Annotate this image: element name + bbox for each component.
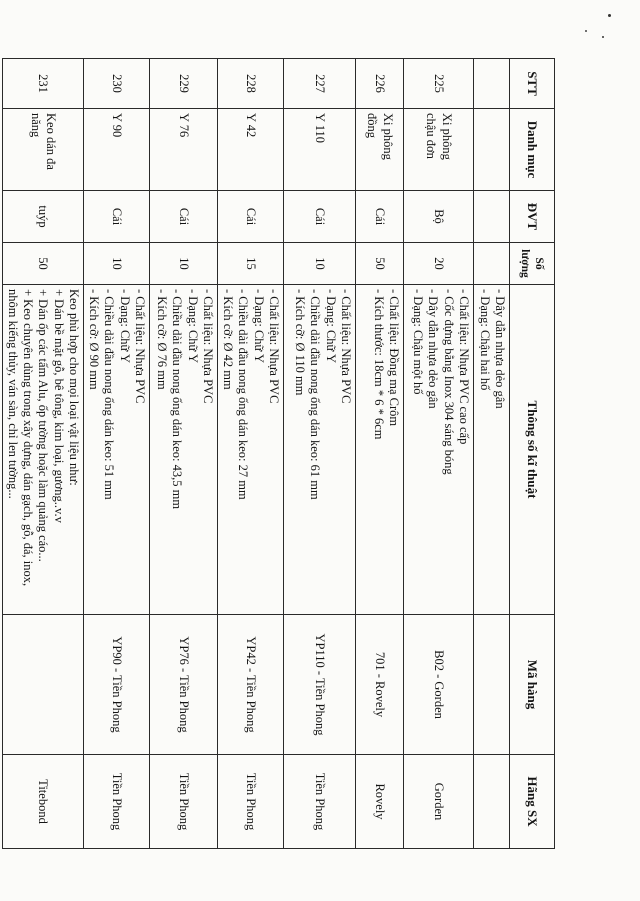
- cell-brand: Tiền Phong: [284, 755, 356, 849]
- table-row: [84, 59, 150, 849]
- cell-specs: [218, 285, 284, 615]
- cell-code: [2, 615, 83, 755]
- table-row: [474, 59, 510, 849]
- table-row: [150, 59, 218, 849]
- cell-qty: 10: [150, 243, 218, 285]
- cell-stt: 228: [218, 59, 284, 109]
- cell-brand: Tiền Phong: [218, 755, 284, 849]
- header-dvt: ĐVT: [510, 191, 555, 243]
- cell-brand: Tiền Phong: [84, 755, 150, 849]
- cell-unit: Cái: [356, 191, 404, 243]
- cell-code: 701 - Rovely: [356, 615, 404, 755]
- spec-line: - Dạng: Chậu hai hố: [477, 289, 492, 391]
- spec-line: - Chiều dài đầu nong ống dán keo: 27 mm: [236, 289, 251, 500]
- cell-qty: [474, 243, 510, 285]
- header-row: [510, 59, 555, 849]
- cell-specs: [284, 285, 356, 615]
- cell-qty: 10: [84, 243, 150, 285]
- cell-stt: 230: [84, 59, 150, 109]
- table-row: [218, 59, 284, 849]
- table-row: [356, 59, 404, 849]
- spec-line: - Chiều dài đầu nong ống dán keo: 43,5 mm: [170, 289, 185, 510]
- spec-line: - Kích cỡ: Ø 90 mm: [87, 289, 102, 390]
- cell-specs: [404, 285, 474, 615]
- spec-line: - Kích cỡ: Ø 76 mm: [155, 289, 170, 390]
- cell-qty: 50: [356, 243, 404, 285]
- cell-code: YP90 - Tiền Phong: [84, 615, 150, 755]
- cell-unit: Bộ: [404, 191, 474, 243]
- cell-unit: Cái: [84, 191, 150, 243]
- spec-line: - Dạng: Chữ Y: [117, 289, 132, 364]
- cell-code: B02 - Gorden: [404, 615, 474, 755]
- cell-unit: Cái: [284, 191, 356, 243]
- spec-line: - Chất liệu: Nhựa PVC: [339, 289, 353, 404]
- spec-line: - Cốc đựng bằng Inox 304 sáng bóng: [441, 289, 456, 475]
- cell-stt: 225: [404, 59, 474, 109]
- spec-line: + Dán ốp các tấm Alu, ốp tường hoặc làm quảng cáo...: [36, 289, 51, 562]
- rotated-page: [6, 58, 555, 848]
- spec-line: - Dạng: Chậu một hố: [411, 289, 426, 395]
- spec-line: - Chất liệu: Đồng mạ Crôm: [387, 289, 401, 427]
- cell-unit: tuýp: [2, 191, 83, 243]
- cell-brand: [474, 755, 510, 849]
- cell-qty: 10: [284, 243, 356, 285]
- cell-stt: [474, 59, 510, 109]
- cell-unit: [474, 191, 510, 243]
- cell-specs: [150, 285, 218, 615]
- spec-line: - Chất liệu: Nhựa PVC: [133, 289, 147, 404]
- cell-specs: [2, 285, 83, 615]
- scan-speck: [585, 30, 587, 32]
- cell-brand: Rovely: [356, 755, 404, 849]
- header-thong-so: Thông số kĩ thuật: [510, 285, 555, 615]
- cell-stt: 226: [356, 59, 404, 109]
- spec-line: - Dạng: Chữ Y: [323, 289, 338, 364]
- cell-qty: 20: [404, 243, 474, 285]
- product-table: [2, 58, 555, 849]
- cell-brand: Tiền Phong: [150, 755, 218, 849]
- cell-name: Y 90: [84, 109, 150, 191]
- cell-brand: Titebond: [2, 755, 83, 849]
- table-row: [2, 59, 83, 849]
- spec-line: - Chất liệu: Nhựa PVC: [267, 289, 281, 404]
- cell-name: Xi phông đồng: [356, 109, 404, 191]
- cell-code: YP42 - Tiền Phong: [218, 615, 284, 755]
- cell-name: Keo dán đa năng: [2, 109, 83, 191]
- cell-specs: [474, 285, 510, 615]
- table-row: [284, 59, 356, 849]
- spec-line: - Chiều dài đầu nong ống dán keo: 51 mm: [102, 289, 117, 500]
- spec-line: - Dây dẫn nhựa dẻo gân: [426, 289, 441, 409]
- spec-line: - Kích thước: 18cm * 6 * 6cm: [371, 289, 386, 440]
- cell-name: [474, 109, 510, 191]
- spec-line: - Chất liệu: Nhựa PVC: [201, 289, 215, 404]
- cell-stt: 227: [284, 59, 356, 109]
- header-danh-muc: Danh mục: [510, 109, 555, 191]
- cell-qty: 50: [2, 243, 83, 285]
- spec-line: - Dây dẫn nhựa dẻo gân: [493, 289, 507, 409]
- cell-unit: Cái: [150, 191, 218, 243]
- cell-code: [474, 615, 510, 755]
- cell-name: Xi phông chậu đơn: [404, 109, 474, 191]
- header-stt: STT: [510, 59, 555, 109]
- spec-line: Keo phù hợp cho mọi loại vật liệu như:: [67, 289, 81, 486]
- table-row: [404, 59, 474, 849]
- header-hang-sx: Hãng SX: [510, 755, 555, 849]
- spec-line: - Kích cỡ: Ø 110 mm: [293, 289, 308, 396]
- cell-specs: [84, 285, 150, 615]
- cell-unit: Cái: [218, 191, 284, 243]
- cell-code: YP110 - Tiền Phong: [284, 615, 356, 755]
- header-ma-hang: Mã hàng: [510, 615, 555, 755]
- spec-line: - Dạng: Chữ Y: [251, 289, 266, 364]
- scan-speck: [602, 36, 604, 38]
- spec-line: + Keo chuyên dùng trong xây dựng, dán gạch, gỗ, đá, inox,: [21, 289, 36, 587]
- spec-line: - Chất liệu: Nhựa PVC cao cấp: [457, 289, 471, 445]
- header-so-luong: Số lượng: [510, 243, 555, 285]
- spec-line: nhôm kiếng thủy, ván sàn, chỉ len tường...: [6, 289, 20, 499]
- cell-specs: [356, 285, 404, 615]
- scan-speck: [608, 14, 611, 17]
- cell-stt: 231: [2, 59, 83, 109]
- spec-line: - Dạng: Chữ Y: [185, 289, 200, 364]
- cell-code: YP76 - Tiền Phong: [150, 615, 218, 755]
- cell-stt: 229: [150, 59, 218, 109]
- spec-line: - Chiều dài đầu nong ống dán keo: 61 mm: [308, 289, 323, 500]
- cell-qty: 15: [218, 243, 284, 285]
- spec-line: + Dán bề mặt gỗ, bê tông, kim loại, gương..v.v: [51, 289, 66, 523]
- cell-name: Y 76: [150, 109, 218, 191]
- cell-brand: Gorden: [404, 755, 474, 849]
- spec-line: - Kích cỡ: Ø 42 mm: [221, 289, 236, 390]
- cell-name: Y 110: [284, 109, 356, 191]
- cell-name: Y 42: [218, 109, 284, 191]
